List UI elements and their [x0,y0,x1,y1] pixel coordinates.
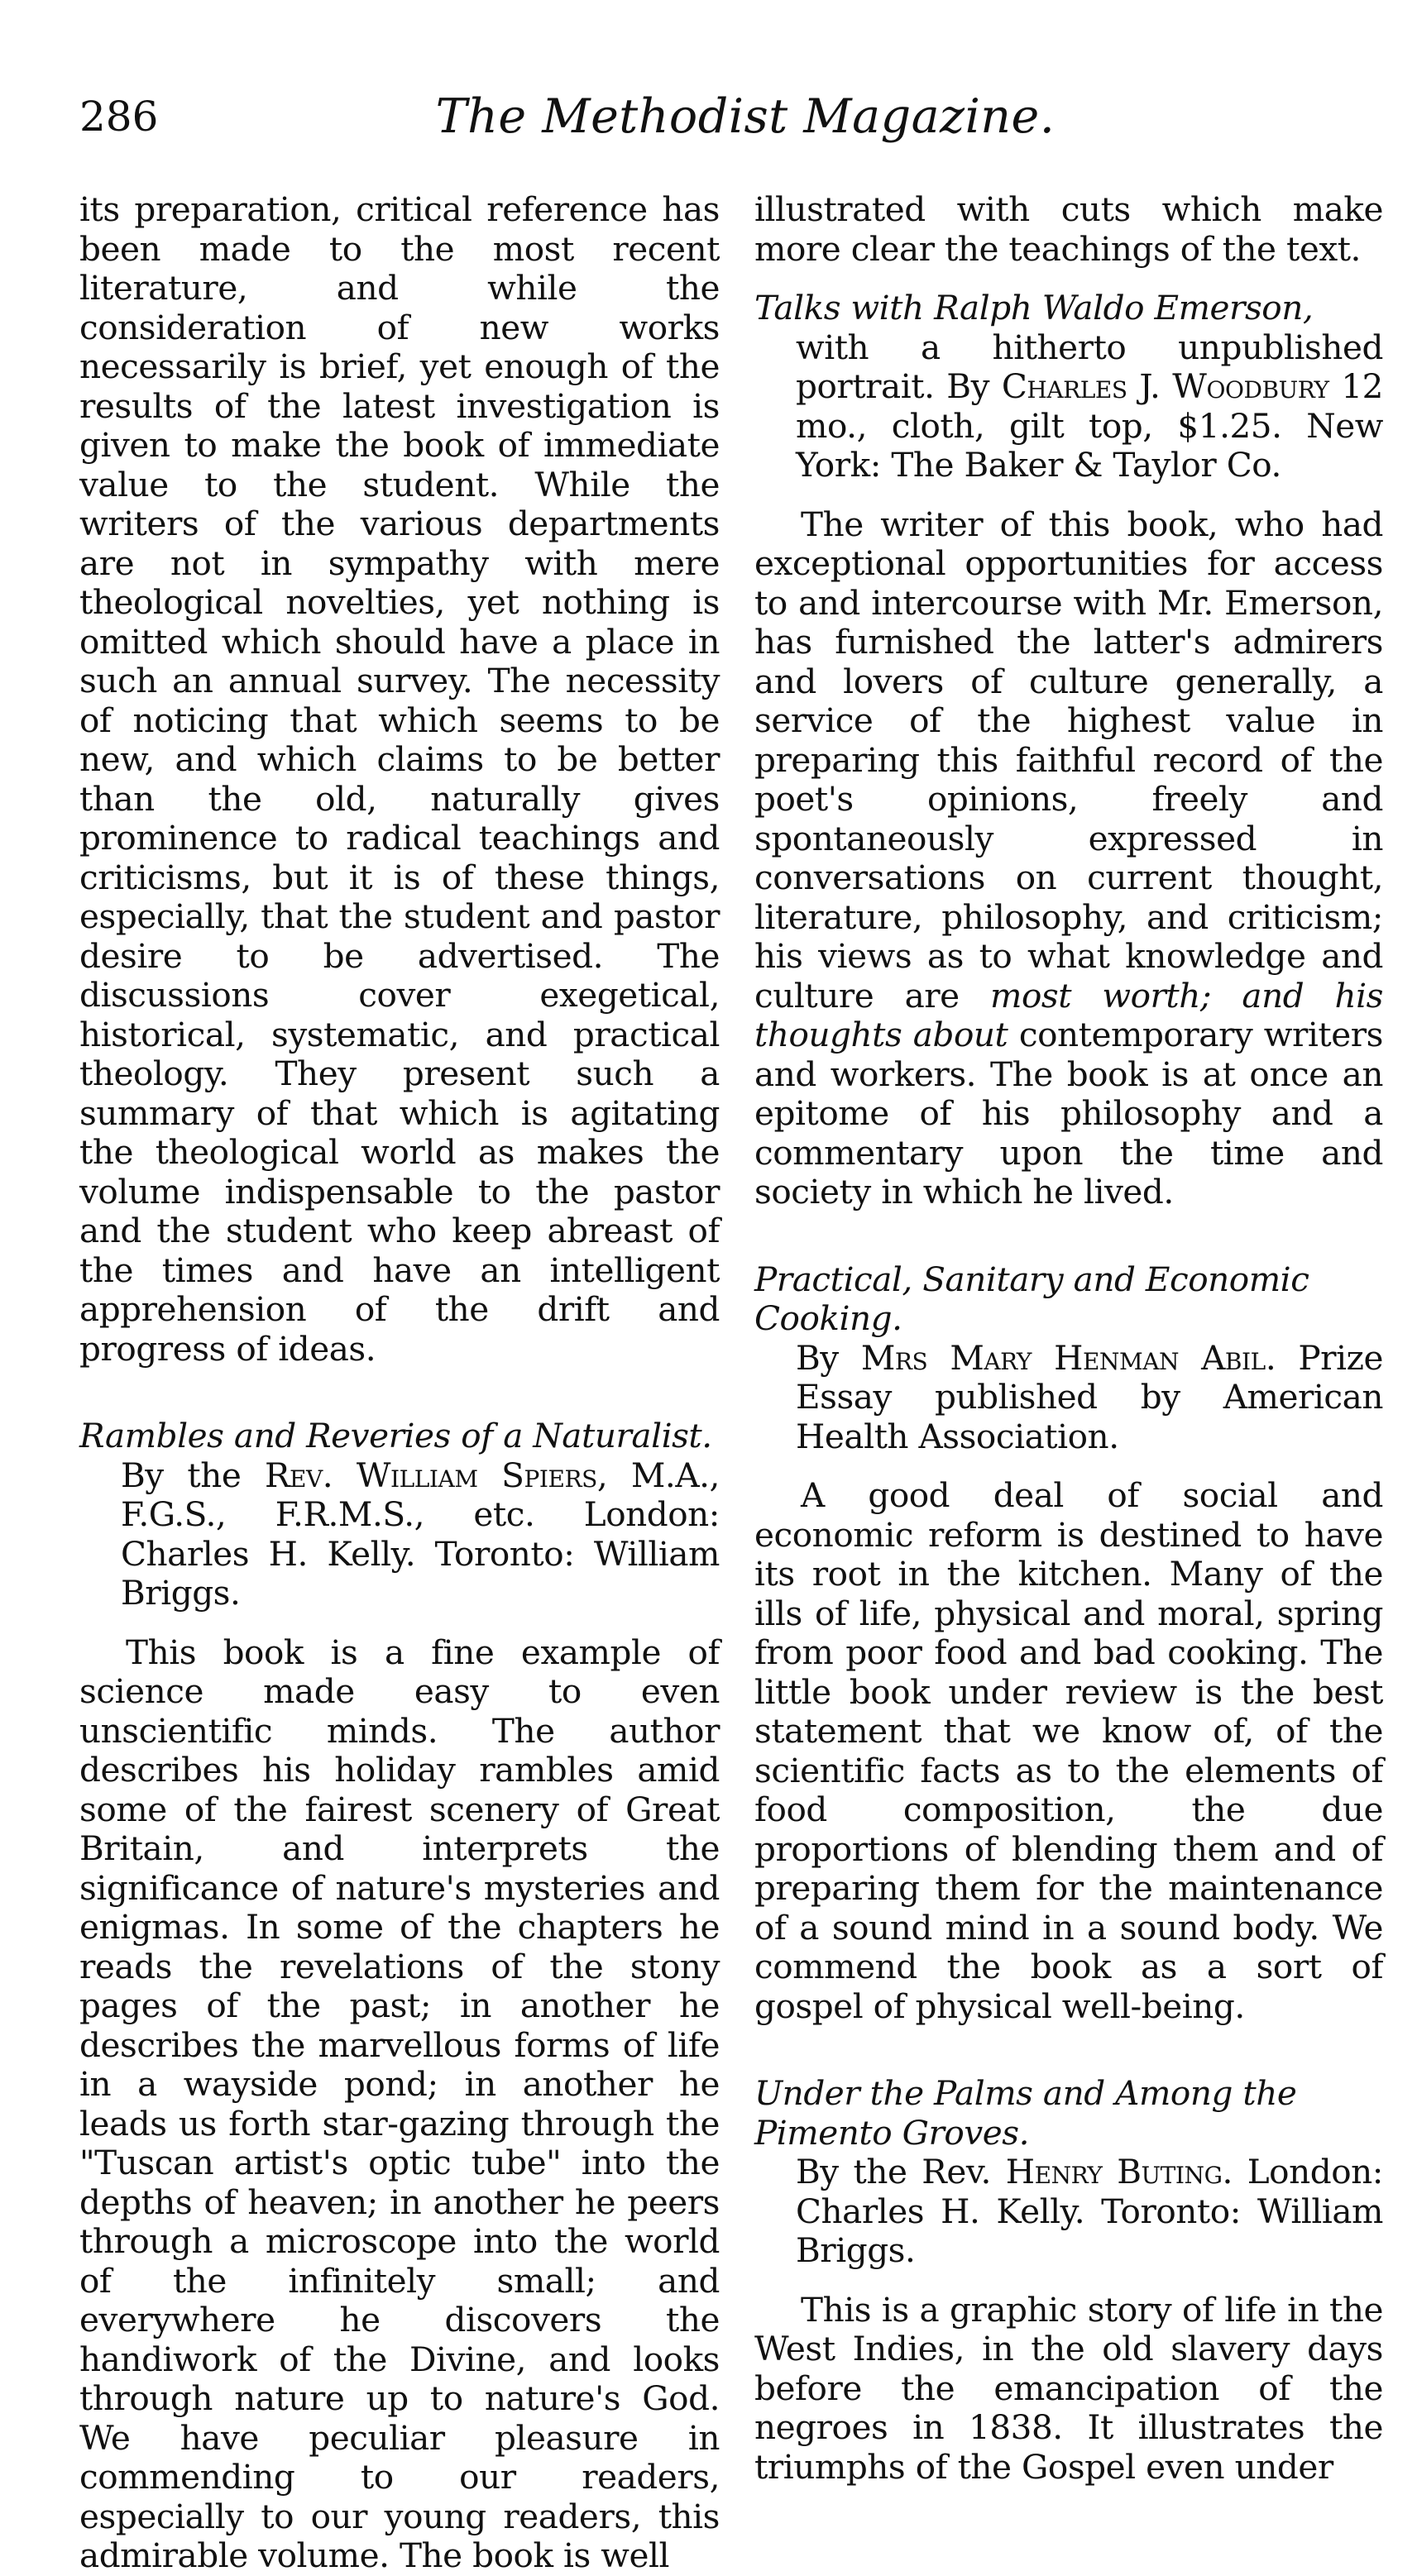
review-paragraph-continued: illustrated with cuts which make more clear the teachings of the text. [754,189,1383,269]
review-text: contemporary writers and workers. The book is at once an epitome of his philosophy and a commentary upon the time and society in which he lived. [754,1015,1383,1212]
book-entry-rambles [79,1417,720,1613]
right-column [754,190,1383,2487]
left-column [79,190,720,2576]
book-by: By the Rev. [796,2152,991,2191]
book-author: Mrs Mary Henman Abil. [860,1337,1276,1378]
book-publication: Prize Essay published by American Health Association. [796,1337,1383,1456]
page-number: 286 [79,93,159,141]
book-publication: London: Charles H. Kelly. Toronto: William Briggs. [796,2152,1383,2270]
book-author: Charles J. Woodbury [1001,366,1329,406]
book-details [79,1456,720,1613]
book-author: Rev. William Spiers, [265,1455,608,1495]
book-by: By the [121,1455,242,1495]
book-entry-emerson [754,289,1383,485]
book-entry-palms [754,2074,1383,2271]
running-header [79,89,1386,155]
book-details [754,1339,1383,1457]
book-details [754,328,1383,485]
book-title: Rambles and Reveries of a Naturalist. [79,1416,712,1455]
review-paragraph-annual-survey: its preparation, critical reference has been made to the most recent literature, and while the consideration of new works necessarily is brief, yet enough of the results of the latest investigation is given to make the book of immediate value to the student. While the writers of the various departments are not in sympathy with mere theological novelties, yet nothing is omitted which should have a place in such an annual survey. The necessity of noticing that which seems to be new, and which claims to be better than the old, naturally gives prominence to radical teachings and criticisms, but it is of these things, especially, that the student and pastor desire to be advertised. The discussions cover exegetical, historical, systematic, and practical theology. They present such a summary of that which is agitating the theological world as makes the volume indispensable to the pastor and the student who keep abreast of the times and have an intelligent apprehension of the drift and progress of ideas. [79,189,720,1369]
journal-title: The Methodist Magazine. [435,89,1056,144]
review-paragraph-emerson [754,505,1383,1212]
book-by: with a hitherto unpublished portrait. By [796,327,1383,406]
book-title: Talks with Ralph Waldo Emerson, [754,288,1314,327]
review-text-italic: most worth; and his thoughts about [754,975,1383,1054]
book-author: Henry Buting. [1005,2152,1233,2191]
book-details [754,2153,1383,2271]
review-paragraph-cooking: A good deal of social and economic reform is destined to have its root in the kitchen. Many of the ills of life, physical and moral, spring from poor food and bad cooking. The little book under review is the best statement that we know of, of the scientific facts as to the elements of food composition, the due proportions of blending them and of preparing them for the maintenance of a sound mind in a sound body. We commend the book as a sort of gospel of physical well-being. [754,1475,1383,2026]
review-text: The writer of this book, who had exceptional opportunities for access to and intercourse with Mr. Emerson, has furnished the latter's admirers and lovers of culture generally, a service of the highest value in preparing this faithful record of the poet's opinions, freely and spontaneously expressed in conversations on current thought, literature, philosophy, and criticism; his views as to what knowledge and culture are [754,504,1383,1016]
book-entry-cooking [754,1260,1383,1457]
book-title: Under the Palms and Among the Pimento Groves. [754,2073,1297,2153]
review-paragraph-palms: This is a graphic story of life in the West Indies, in the old slavery days before the emancipation of the negroes in 1838. It illustrates the triumphs of the Gospel even under [754,2289,1383,2487]
book-publication: 12 mo., cloth, gilt top, $1.25. New York: The Baker & Taylor Co. [796,366,1383,485]
review-paragraph-rambles: This book is a fine example of science made easy to even unscientific minds. The author describes his holiday rambles amid some of the fairest scenery of Great Britain, and interprets the significance of nature's mysteries and enigmas. In some of the chapters he reads the revelations of the stony pages of the past; in another he describes the marvellous forms of life in a wayside pond; in another he leads us forth star-gazing through the "Tuscan artist's optic tube" into the depths of heaven; in another he peers through a microscope into the world of the infinitely small; and everywhere he discovers the handiwork of the Divine, and looks through nature up to nature's God. We have peculiar pleasure in commending to our readers, especially to our young readers, this admirable volume. The book is well [79,1632,720,2575]
book-by: By [796,1337,839,1378]
book-publication: M.A., F.G.S., F.R.M.S., etc. London: Charles H. Kelly. Toronto: William Briggs. [121,1455,720,1613]
book-title: Practical, Sanitary and Economic Cooking. [754,1259,1309,1338]
